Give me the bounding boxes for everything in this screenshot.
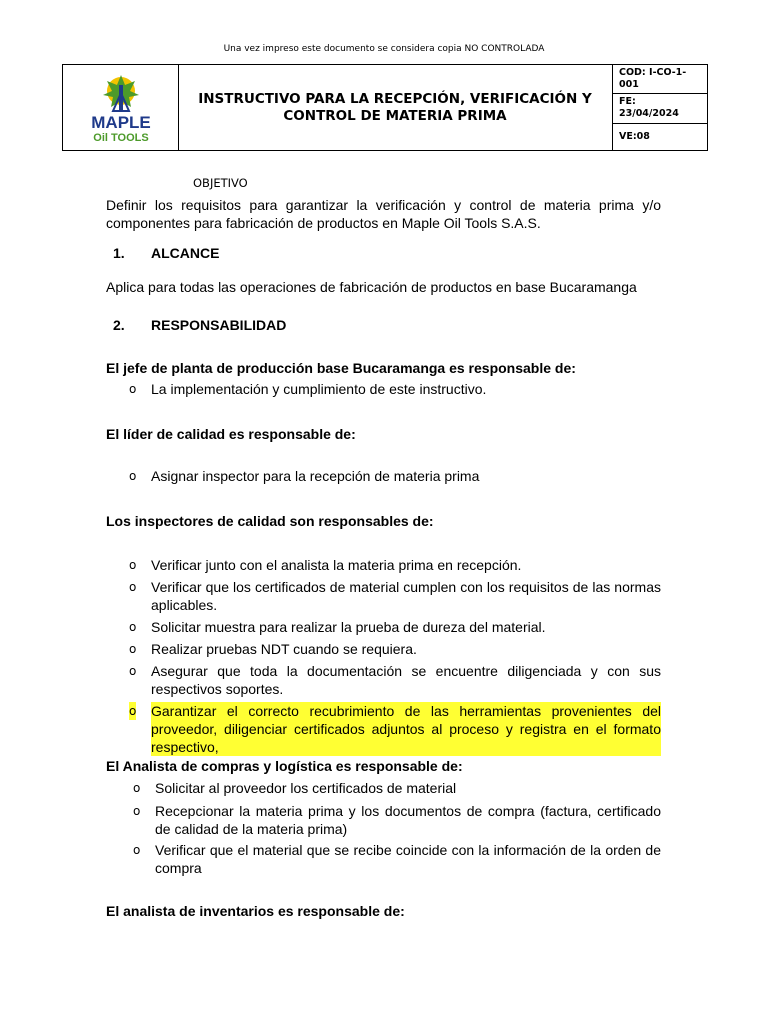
group-title-analista-compras: El Analista de compras y logística es responsable de: <box>106 758 463 774</box>
document-date: 23/04/2024 <box>619 108 679 119</box>
group-title-lider-calidad: El líder de calidad es responsable de: <box>106 426 356 442</box>
logo-cell <box>63 65 179 150</box>
alcance-heading: ALCANCE <box>151 245 220 261</box>
date-label: FE: <box>619 96 636 107</box>
objetivo-text: Definir los requisitos para garantizar la verificación y control de materia prima y/o componentes para fabricación de productos en Maple Oil Tools S.A.S. <box>106 197 661 231</box>
logo-word-oil-tools: Oil TOOLS <box>93 132 149 144</box>
responsabilidad-number: 2. <box>113 317 125 333</box>
bullet-icon: o <box>129 580 137 594</box>
document-date-cell <box>613 94 707 124</box>
bullet-icon: o <box>133 781 141 795</box>
logo-word-maple: MAPLE <box>91 113 151 132</box>
bullet-icon: o <box>129 664 137 678</box>
bullet-icon: o <box>133 843 141 857</box>
document-code: COD: I-CO-1-001 <box>613 65 707 94</box>
bullet-icon: o <box>129 642 137 656</box>
responsabilidad-heading: RESPONSABILIDAD <box>151 317 287 333</box>
maple-oil-tools-logo <box>87 71 155 145</box>
alcance-number: 1. <box>113 245 125 261</box>
objetivo-heading: OBJETIVO <box>193 176 248 190</box>
uncontrolled-copy-notice: Una vez impreso este documento se considera copia NO CONTROLADA <box>223 44 545 54</box>
bullet-icon: o <box>129 382 137 396</box>
bullet-icon: o <box>129 620 137 634</box>
bullet-icon: o <box>129 469 137 483</box>
bullet-icon: o <box>133 804 141 818</box>
document-header <box>62 64 708 151</box>
document-version: VE:08 <box>619 131 650 142</box>
bullet-icon: o <box>129 558 137 572</box>
alcance-text: Aplica para todas las operaciones de fabricación de productos en base Bucaramanga <box>106 279 637 295</box>
group-title-inspectores: Los inspectores de calidad son responsables de: <box>106 513 434 529</box>
group-title-analista-inventarios: El analista de inventarios es responsable de: <box>106 903 405 919</box>
bullet-icon: o <box>129 704 137 718</box>
document-title: INSTRUCTIVO PARA LA RECEPCIÓN, VERIFICACIÓN Y CONTROL DE MATERIA PRIMA <box>178 65 613 150</box>
group-title-jefe-planta: El jefe de planta de producción base Bucaramanga es responsable de: <box>106 360 576 376</box>
